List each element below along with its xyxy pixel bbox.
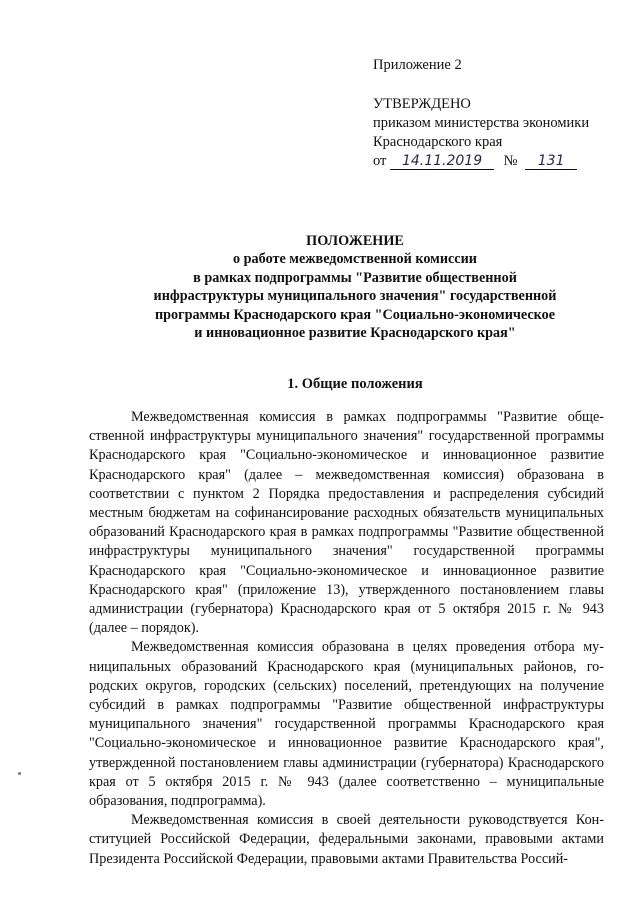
title-line-6: и инновационное развитие Краснодарского края" (194, 325, 516, 342)
paragraph: Межведомственная комиссия в своей деятельности руководствуется Конституцией Российской Федерации, федеральными законами, правовыми актами Президента Российской Федерации, правовыми актами Правительства Россий- (89, 812, 604, 867)
title-line-5: программы Краснодарского края "Социально-экономическое (154, 306, 556, 323)
section-body (89, 408, 604, 869)
title-line-4: инфраструктуры муниципального значения" государственной (153, 288, 557, 305)
document-title (90, 232, 620, 342)
appendix-label: Приложение 2 (373, 57, 462, 73)
paragraph: Межведомственная комиссия в рамках подпрограммы "Развитие общественной инфраструктуры муниципального значения" государственной программы Краснодарского края "Социально-экономическое и инновационное развитие Краснодарского края" (далее – межведомственная комиссия) образована в соответствии с пунктом 2 Порядка предоставления и распределения субсидий местным бюджетам на софинансирование расходных обязательств муниципальных образований Краснодарского края в рамках подпрограммы "Развитие общественной инфраструктуры муниципального значения" государственной программы Краснодарского края "Социально-экономическое и инновационное развитие Краснодарского края" (приложение 13), утвержденного постановлением главы администрации (губернатора) Краснодарского края от 5 октября 2015 г. № 943 (далее – порядок). (89, 409, 604, 637)
scan-speck (18, 772, 21, 775)
appendix-approval-block (373, 56, 633, 171)
section-heading: 1. Общие положения (287, 376, 423, 392)
handwritten-number: 131 (525, 154, 577, 170)
number-prefix: № (503, 153, 518, 169)
order-date-line (373, 152, 633, 171)
paragraph: Межведомственная комиссия образована в целях проведения отбора муниципальных образований Краснодарского края (муниципальных районов, городских округов, городских (сельских) поселений, претендующих на получение субсидий в рамках подпрограммы "Развитие общественной инфраструктуры муниципального значения" государственной программы Краснодарского края "Социально-экономическое и инновационное развитие Краснодарского края", утвержденной постановлением главы администрации (губернатора) Краснодарского края от 5 октября 2015 г. № 943 (далее соответственно – муниципальные образования, подпрограмма). (89, 639, 604, 810)
handwritten-date: 14.11.2019 (390, 154, 494, 170)
title-line-1: ПОЛОЖЕНИЕ (306, 233, 404, 249)
title-line-3: в рамках подпрограммы "Развитие общественной (193, 269, 517, 286)
order-line-2: Краснодарского края (373, 134, 503, 150)
title-line-2: о работе межведомственной комиссии (233, 251, 477, 268)
approved-stamp-text: УТВЕРЖДЕНО (373, 96, 471, 112)
order-line-1: приказом министерства экономики (373, 115, 590, 131)
date-prefix: от (373, 153, 387, 169)
